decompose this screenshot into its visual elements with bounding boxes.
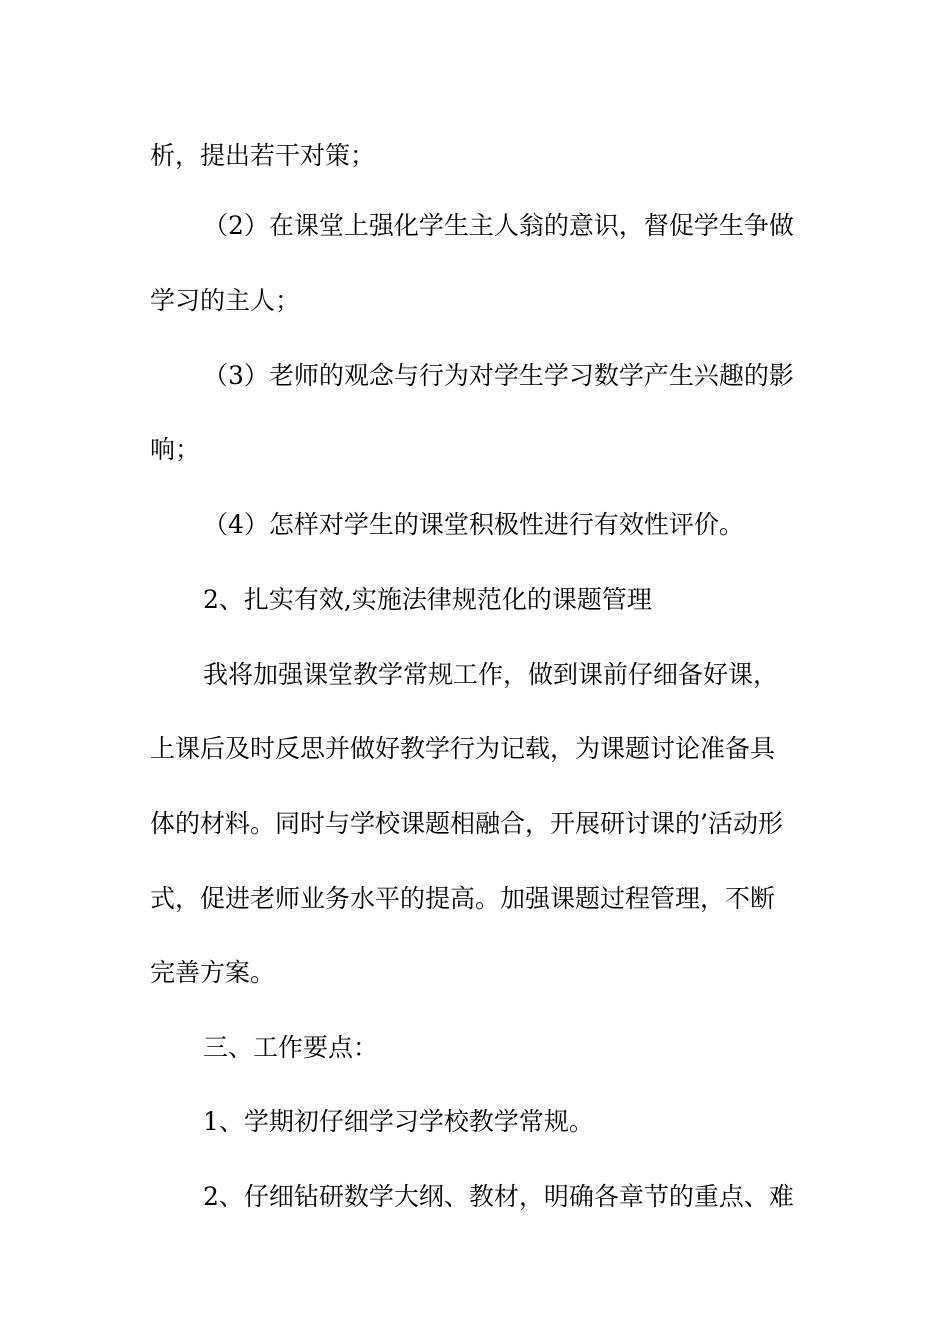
list-item-2: 2、仔细钻研数学大纲、教材，明确各章节的重点、难 (203, 1182, 794, 1211)
paragraph-line-8: 我将加强课堂教学常规工作，做到课前仔细备好课， (203, 660, 779, 689)
list-item-1: 1、学期初仔细学习学校教学常规。 (203, 1107, 594, 1136)
paragraph-line-6: （4）怎样对学生的课堂积极性进行有效性评价。 (203, 510, 744, 539)
paragraph-line-11: 式，促进老师业务水平的提高。加强课题过程管理，不断 (150, 884, 776, 913)
paragraph-line-10: 体的材料。同时与学校课题相融合，开展研讨课的’活动形 (150, 809, 783, 838)
paragraph-line-2: （2）在课堂上强化学生主人翁的意识，督促学生争做 (203, 211, 794, 240)
paragraph-line-3: 学习的主人； (150, 286, 301, 315)
paragraph-line-1: 析，提出若干对策； (150, 141, 376, 170)
section-heading-3: 三、工作要点： (203, 1033, 379, 1062)
paragraph-line-12: 完善方案。 (150, 958, 276, 987)
paragraph-line-4: （3）老师的观念与行为对学生学习数学产生兴趣的影 (203, 361, 794, 390)
paragraph-line-9: 上课后及时反思并做好教学行为记载，为课题讨论准备具 (150, 734, 776, 763)
section-heading-2: 2、扎实有效,实施法律规范化的课题管理 (203, 585, 652, 614)
paragraph-line-5: 响； (150, 435, 201, 464)
